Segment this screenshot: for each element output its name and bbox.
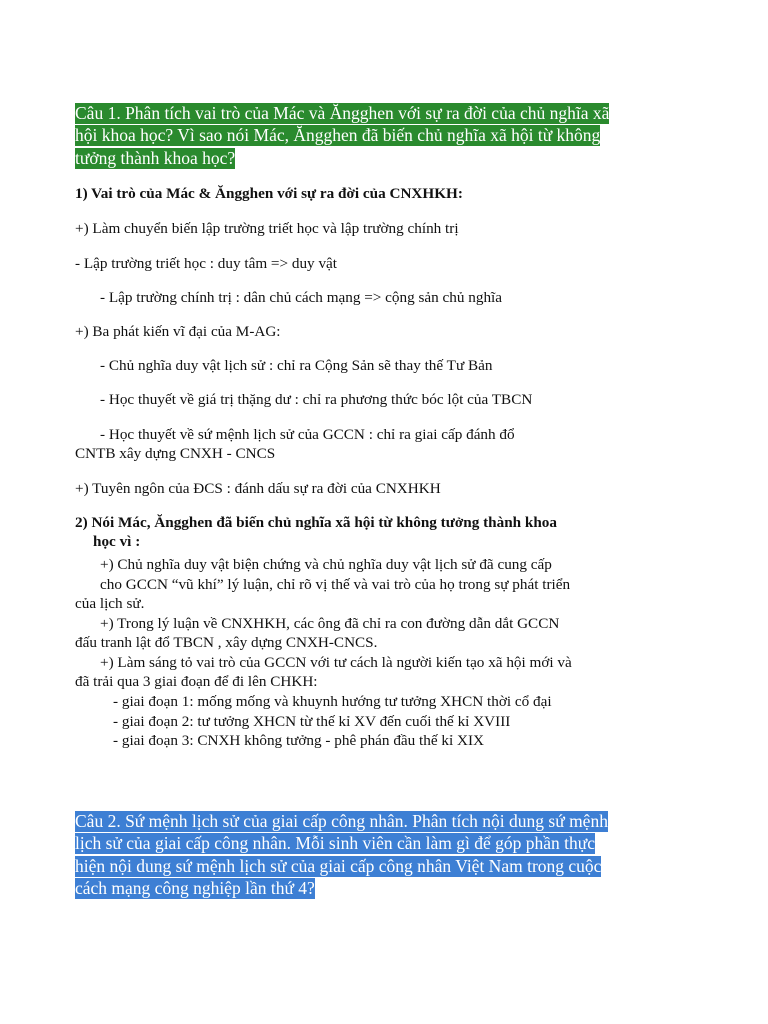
section-2-heading-line-1: 2) Nói Mác, Ăngghen đã biến chủ nghĩa xã hội từ không tưởng thành khoa xyxy=(75,514,557,531)
section-2-line-7: đã trải qua 3 giai đoạn để đi lên CHKH: xyxy=(75,673,318,690)
section-2-stage-2: - giai đoạn 2: tư tưởng XHCN từ thế kỉ XV đến cuối thế kỉ XVIII xyxy=(113,713,511,730)
question-1-heading xyxy=(75,102,620,169)
question-1-text: Câu 1. Phân tích vai trò của Mác và Ăngghen với sự ra đời của chủ nghĩa xã hội khoa học? Vì sao nói Mác, Ăngghen đã biến chủ nghĩa xã hội từ không tưởng thành khoa học? xyxy=(75,103,610,168)
section-1-line-9: +) Tuyên ngôn của ĐCS : đánh dấu sự ra đời của CNXHKH xyxy=(75,480,441,497)
section-2-line-2: cho GCCN “vũ khí” lý luận, chỉ rõ vị thế và vai trò của họ trong sự phát triển xyxy=(100,576,571,593)
section-1-heading: 1) Vai trò của Mác & Ăngghen với sự ra đời của CNXHKH: xyxy=(75,185,463,202)
section-1-line-6: - Học thuyết về giá trị thặng dư : chỉ ra phương thức bóc lột của TBCN xyxy=(100,391,533,408)
section-2-stage-3: - giai đoạn 3: CNXH không tưởng - phê phán đầu thế kỉ XIX xyxy=(113,732,484,749)
section-1-line-5: - Chủ nghĩa duy vật lịch sử : chỉ ra Cộng Sản sẽ thay thế Tư Bản xyxy=(100,357,493,374)
question-2-heading xyxy=(75,810,620,899)
question-2-text: Câu 2. Sứ mệnh lịch sử của giai cấp công nhân. Phân tích nội dung sứ mệnh lịch sử của giai cấp công nhân. Mỗi sinh viên cần làm gì để góp phần thực hiện nội dung sứ mệnh lịch sử của giai cấp công nhân Việt Nam trong cuộc cách mạng công nghiệp lần thứ 4? xyxy=(75,811,608,898)
section-1-line-8: CNTB xây dựng CNXH - CNCS xyxy=(75,445,276,462)
section-1-line-1: +) Làm chuyển biến lập trường triết học và lập trường chính trị xyxy=(75,220,459,237)
section-2-line-1: +) Chủ nghĩa duy vật biện chứng và chủ nghĩa duy vật lịch sử đã cung cấp xyxy=(100,556,552,573)
section-2-line-3: của lịch sử. xyxy=(75,595,145,612)
section-2-line-5: đấu tranh lật đổ TBCN , xây dựng CNXH-CNCS. xyxy=(75,634,378,651)
section-2-line-4: +) Trong lý luận về CNXHKH, các ông đã chỉ ra con đường dẫn dắt GCCN xyxy=(100,615,560,632)
section-2-heading-line-2: học vì : xyxy=(93,533,141,550)
section-1-line-3: - Lập trường chính trị : dân chủ cách mạng => cộng sản chủ nghĩa xyxy=(100,289,502,306)
section-1-line-4: +) Ba phát kiến vĩ đại của M-AG: xyxy=(75,323,281,340)
section-1-line-2: - Lập trường triết học : duy tâm => duy vật xyxy=(75,255,337,272)
section-2-line-6: +) Làm sáng tỏ vai trò của GCCN với tư cách là người kiến tạo xã hội mới và xyxy=(100,654,572,671)
section-2-stage-1: - giai đoạn 1: mống mống và khuynh hướng tư tưởng XHCN thời cổ đại xyxy=(113,693,552,710)
section-1-line-7: - Học thuyết về sứ mệnh lịch sử của GCCN : chỉ ra giai cấp đánh đổ xyxy=(100,426,515,443)
